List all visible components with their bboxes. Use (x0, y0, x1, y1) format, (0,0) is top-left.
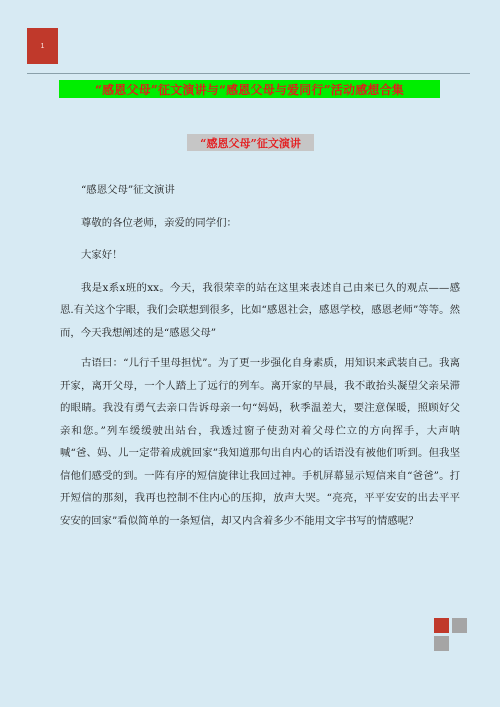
paragraph-greeting: 尊敬的各位老师，亲爱的同学们： (81, 216, 237, 229)
document-title-banner (59, 80, 440, 98)
section-title: “感恩父母”征文演讲 (200, 136, 301, 150)
page-number: 1 (40, 42, 45, 50)
gray-square-decoration-right (452, 618, 467, 633)
paragraph-story: 古语曰：“儿行千里母担忧”。为了更一步强化自身素质，用知识来武装自己。我离开家，离开父母，一个人踏上了远行的列车。离开家的早晨，我不敢抬头凝望父亲呆滞的眼睛。我没有勇气去亲口告诉母亲一句“妈妈，秋季温差大，要注意保暖，照顾好父亲和您。”列车缓缓驶出站台，我透过窗子使劲对着父母伫立的方向挥手，大声呐喊“爸、妈、儿一定带着成就回家”我知道那句出自内心的话语没有被他们听到。但我坚信他们感受的到。一阵有序的短信旋律让我回过神。手机屏幕显示短信来自“爸爸”。打开短信的那刻，我再也控制不住内心的压抑，放声大哭。“亮亮，平平安安的出去平平安安的回家”看似简单的一条短信，却又内含着多少不能用文字书写的情感呢？ (60, 357, 460, 527)
document-title: “感恩父母”征文演讲与“感恩父母与爱同行”活动感想合集 (94, 82, 404, 97)
decorative-squares (434, 618, 470, 654)
red-square-decoration (434, 618, 449, 633)
paragraph-introduction: 我是x系x班的xx。今天，我很荣幸的站在这里来表述自己由来已久的观点——感恩.有关这个字眼，我们会联想到很多，比如“感恩社会，感恩学校，感恩老师”等等。然而，今天我想阐述的是“感恩父母” (60, 281, 460, 339)
paragraph-hello: 大家好！ (81, 249, 123, 261)
gray-square-decoration-bottom (434, 636, 449, 651)
document-body (60, 179, 460, 540)
page-number-badge (27, 28, 58, 64)
section-title-box (187, 134, 314, 151)
header-divider (27, 73, 470, 74)
paragraph-speech-title: “感恩父母”征文演讲 (81, 184, 175, 196)
